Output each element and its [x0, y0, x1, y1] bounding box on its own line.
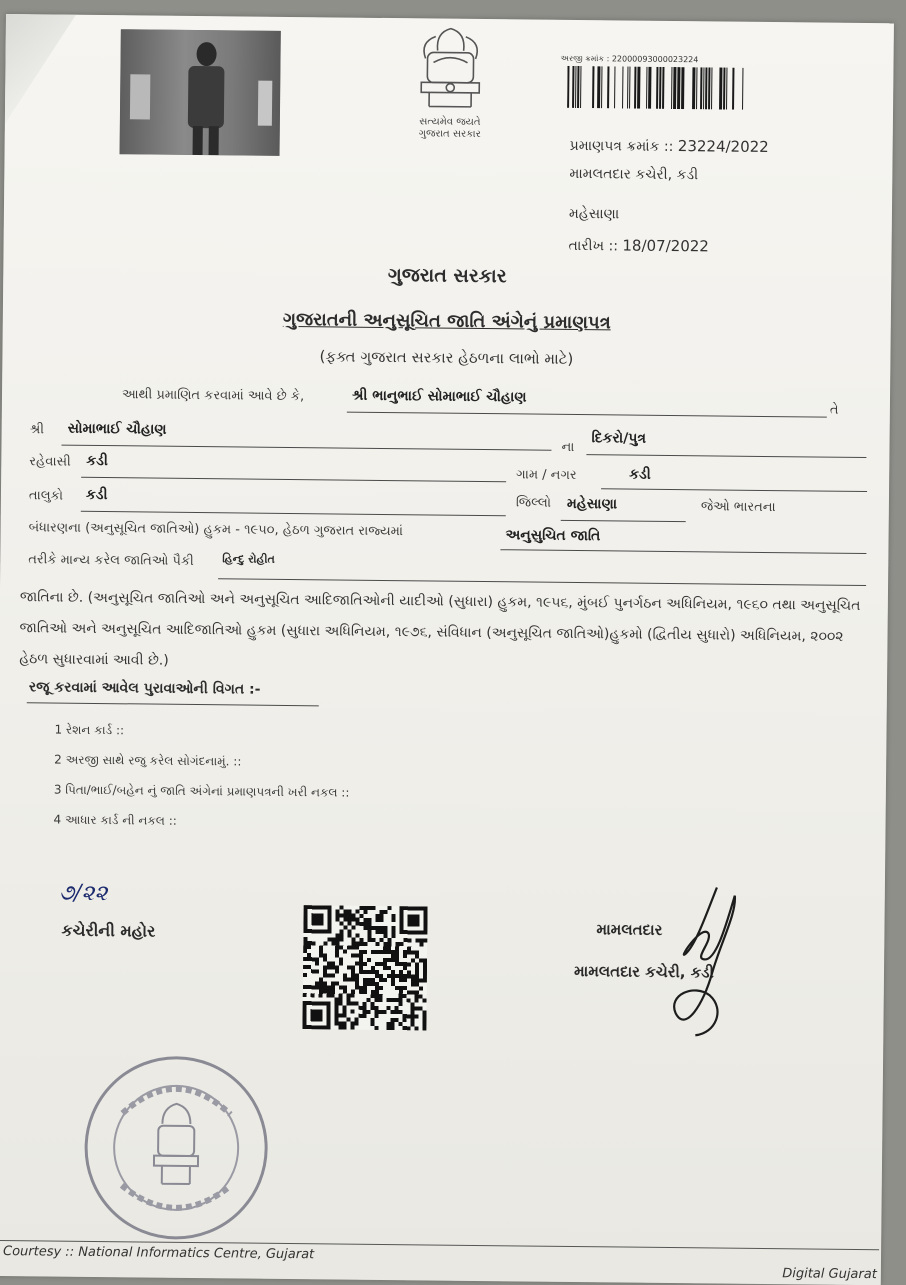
evidence-list — [53, 715, 350, 838]
brand-text: Digital Gujarat — [782, 1266, 877, 1283]
relation: દિકરો/પુત્ર — [591, 430, 647, 447]
courtesy-text: Courtesy :: National Informatics Centre, Gujarat — [2, 1244, 315, 1263]
caste-value: હિન્દુ રોહીત — [222, 552, 275, 566]
certificate-number: 23224/2022 — [677, 137, 769, 156]
evidence-item: 4 આધાર કાર્ડ ની નકલ :: — [53, 812, 177, 828]
certificate-subtitle: (ફક્ત ગુજરાત સરકાર હેઠળના લાભો માટે) — [319, 347, 574, 368]
emblem-caption-1: સત્યમેવ જયતે — [419, 116, 481, 128]
suffix-te: તે — [829, 402, 839, 418]
father-name: સોમાભાઈ ચૌહાણ — [67, 420, 167, 438]
date-label: તારીખ — [568, 237, 605, 255]
resident-value: કડી — [86, 452, 108, 470]
office-line: મામલતદાર કચેરી, કડી — [569, 165, 699, 184]
signature-icon — [645, 883, 757, 1044]
state-emblem — [400, 22, 501, 151]
certificate-number-label: પ્રમાણપત્ર ક્રમાંક — [569, 137, 660, 155]
evidence-item: 1 રેશન કાર્ડ :: — [54, 722, 125, 738]
person-figure-icon — [178, 40, 235, 156]
legal-paragraph: જાતિના છે. (અનુસૂચિત જાતિઓ અને અનુસૂચિત આદિજાતિઓની યાદીઓ (સુધારા) હુકમ, ૧૯૫૬, મુંબઈ પુનર્ગઠન અધિનિયમ, ૧૯૬૦ તથા અનુસૂચિત જાતિઓ અને અનુસૂચિત આદિજાતિઓ હુકમ (સુધારા અધિનિયમ, ૧૯૭૬, સંવિધાન (અનુસૂચિત જાતિઓ)હુકમો (દ્વિતીય સુધારો) અધિનિયમ, ૨૦૦૨ હેઠળ સુધારવામાં આવી છે.) — [19, 589, 861, 669]
evidence-item: 3 પિતા/ભાઈ/બહેન નું જાતિ અંગેનાં પ્રમાણપત્રની ખરી નકલ :: — [53, 782, 350, 800]
handwritten-note: ૭/૨૨ — [58, 880, 108, 907]
header-district: મહેસાણા — [568, 205, 620, 223]
qr-code-icon — [302, 905, 427, 1030]
government-title: ગુજરાત સરકાર — [387, 264, 507, 288]
office-seal-label: કચેરીની મહોર — [61, 920, 156, 941]
applicant-photo — [120, 29, 281, 156]
certificate-title: ગુજરાતની અનુસૂચિત જાતિ અંગેનું પ્રમાણપત્ર — [282, 308, 611, 334]
district-label: જિલ્લો — [515, 495, 552, 511]
evidence-heading: રજૂ કરવામાં આવેલ પુરાવાઓની વિગત :- — [28, 679, 261, 698]
office-seal-icon — [81, 1053, 271, 1243]
certificate-number-row: પ્રમાણપત્ર ક્રમાંક :: 23224/2022 — [569, 137, 769, 156]
district-value: મહેસાણા — [566, 495, 618, 513]
recognized-label: તરીકે માન્ય કરેલ જાતિઓ પૈકી — [28, 552, 194, 569]
father-prefix: શ્રી — [29, 422, 45, 438]
intro-label: આથી પ્રમાણિત કરવામાં આવે છે કે, — [121, 387, 305, 405]
certificate-page — [0, 14, 894, 1285]
order-label: બંધારણના (અનુસૂચિત જાતિઓ) હુકમ - ૧૯૫૦, હેઠળ ગુજરાત રાજ્યમાં — [28, 520, 404, 540]
village-label: ગામ / નગર — [516, 467, 577, 484]
resident-label: રહેવાસી — [29, 454, 71, 470]
barcode-icon — [567, 66, 753, 110]
date-value: 18/07/2022 — [622, 236, 709, 256]
evidence-item: 2 અરજી સાથે રજુ કરેલ સોગંદનામું. :: — [54, 752, 242, 769]
date-row: તારીખ :: 18/07/2022 — [568, 236, 709, 256]
signatory-title: મામલતદાર — [596, 920, 663, 939]
taluka-label: તાલુકો — [28, 488, 64, 504]
emblem-caption-2: ગુજરાત સરકાર — [418, 128, 481, 140]
signatory-office: મામલતદાર કચેરી, કડી — [573, 962, 714, 982]
ashoka-emblem-icon — [407, 22, 494, 113]
india-label: જેઓ ભારતના — [700, 499, 776, 516]
category-value: અનુસુચિત જાતિ — [505, 527, 601, 545]
courtesy-bar — [0, 1240, 879, 1283]
holder-name: શ્રી ભાનુભાઈ સોમાભાઈ ચૌહાણ — [351, 387, 527, 406]
village-value: કડી — [629, 466, 651, 483]
relation-prefix: ના — [561, 439, 575, 455]
application-number: અરજી ક્રમાંક : 22000093000023224 — [560, 53, 699, 65]
folded-corner — [5, 14, 76, 125]
taluka-value: કડી — [85, 486, 108, 504]
